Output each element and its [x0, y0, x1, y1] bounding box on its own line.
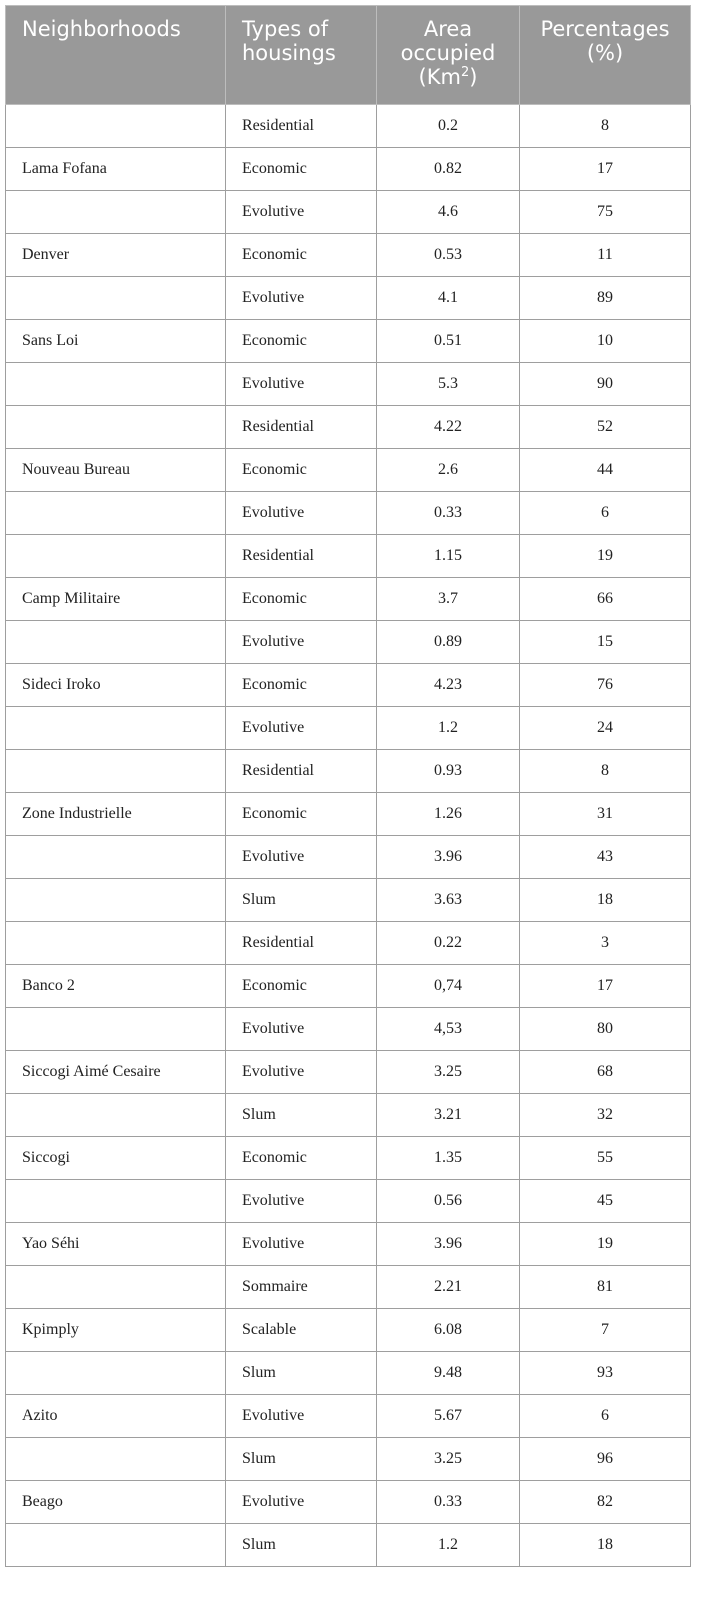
cell-neighborhood: Kpimply: [6, 1309, 226, 1352]
cell-area: 0.22: [377, 922, 520, 965]
cell-percentage: 10: [520, 320, 691, 363]
table-row: [6, 234, 691, 277]
cell-neighborhood: [6, 1094, 226, 1137]
cell-neighborhood: [6, 1008, 226, 1051]
cell-percentage: 75: [520, 191, 691, 234]
cell-neighborhood: Lama Fofana: [6, 148, 226, 191]
cell-neighborhood: [6, 707, 226, 750]
cell-type: Evolutive: [226, 277, 377, 320]
cell-type: Sommaire: [226, 1266, 377, 1309]
cell-type: Evolutive: [226, 1481, 377, 1524]
table-row: [6, 836, 691, 879]
cell-type: Evolutive: [226, 363, 377, 406]
cell-percentage: 81: [520, 1266, 691, 1309]
table-row: [6, 1094, 691, 1137]
cell-neighborhood: Siccogi: [6, 1137, 226, 1180]
cell-area: 0.51: [377, 320, 520, 363]
cell-neighborhood: Sideci Iroko: [6, 664, 226, 707]
cell-neighborhood: Denver: [6, 234, 226, 277]
cell-area: 0.89: [377, 621, 520, 664]
cell-neighborhood: [6, 535, 226, 578]
cell-percentage: 89: [520, 277, 691, 320]
cell-percentage: 31: [520, 793, 691, 836]
cell-percentage: 80: [520, 1008, 691, 1051]
cell-percentage: 6: [520, 492, 691, 535]
cell-percentage: 24: [520, 707, 691, 750]
table-row: [6, 191, 691, 234]
cell-percentage: 7: [520, 1309, 691, 1352]
table-row: [6, 750, 691, 793]
table-row: [6, 621, 691, 664]
table-row: [6, 707, 691, 750]
table-row: [6, 105, 691, 148]
cell-type: Slum: [226, 879, 377, 922]
header-area: [377, 6, 520, 105]
cell-percentage: 19: [520, 1223, 691, 1266]
header-area-unit: (Km: [418, 65, 461, 89]
cell-type: Economic: [226, 578, 377, 621]
cell-type: Evolutive: [226, 707, 377, 750]
cell-area: 3.63: [377, 879, 520, 922]
cell-neighborhood: [6, 750, 226, 793]
cell-neighborhood: Beago: [6, 1481, 226, 1524]
table-row: [6, 965, 691, 1008]
header-area-line1: Area: [423, 17, 473, 41]
table-row: [6, 492, 691, 535]
cell-type: Evolutive: [226, 1051, 377, 1094]
cell-neighborhood: [6, 836, 226, 879]
cell-percentage: 55: [520, 1137, 691, 1180]
table-row: [6, 664, 691, 707]
cell-area: 4.6: [377, 191, 520, 234]
cell-type: Residential: [226, 922, 377, 965]
cell-percentage: 76: [520, 664, 691, 707]
cell-area: 2.6: [377, 449, 520, 492]
cell-area: 0,74: [377, 965, 520, 1008]
cell-type: Residential: [226, 535, 377, 578]
cell-neighborhood: [6, 363, 226, 406]
header-area-superscript: 2: [460, 65, 470, 80]
cell-percentage: 8: [520, 750, 691, 793]
table-row: [6, 277, 691, 320]
cell-area: 5.67: [377, 1395, 520, 1438]
table-row: [6, 1051, 691, 1094]
cell-percentage: 44: [520, 449, 691, 492]
housing-table: [5, 5, 691, 1567]
table-wrapper: [5, 5, 690, 1567]
header-pct-line1: Percentages: [540, 17, 670, 41]
cell-area: 3.25: [377, 1051, 520, 1094]
table-row: [6, 793, 691, 836]
cell-neighborhood: [6, 1180, 226, 1223]
cell-area: 0.82: [377, 148, 520, 191]
table-row: [6, 1438, 691, 1481]
cell-neighborhood: [6, 1524, 226, 1567]
cell-type: Economic: [226, 148, 377, 191]
cell-percentage: 17: [520, 965, 691, 1008]
header-area-line2: occupied: [400, 41, 496, 65]
header-types-line1: Types of: [242, 17, 329, 41]
header-types-line2: housings: [242, 41, 336, 65]
cell-area: 2.21: [377, 1266, 520, 1309]
cell-type: Evolutive: [226, 191, 377, 234]
cell-area: 1.35: [377, 1137, 520, 1180]
cell-type: Evolutive: [226, 1008, 377, 1051]
cell-type: Economic: [226, 320, 377, 363]
table-row: [6, 1352, 691, 1395]
cell-neighborhood: [6, 879, 226, 922]
cell-neighborhood: [6, 105, 226, 148]
cell-area: 0.33: [377, 1481, 520, 1524]
cell-type: Economic: [226, 449, 377, 492]
table-row: [6, 320, 691, 363]
table-row: [6, 1008, 691, 1051]
cell-neighborhood: [6, 191, 226, 234]
table-row: [6, 879, 691, 922]
cell-type: Economic: [226, 1137, 377, 1180]
cell-type: Evolutive: [226, 621, 377, 664]
cell-type: Slum: [226, 1352, 377, 1395]
cell-area: 3.7: [377, 578, 520, 621]
cell-percentage: 43: [520, 836, 691, 879]
cell-percentage: 11: [520, 234, 691, 277]
cell-area: 3.96: [377, 836, 520, 879]
table-row: [6, 1309, 691, 1352]
cell-area: 3.96: [377, 1223, 520, 1266]
cell-type: Economic: [226, 234, 377, 277]
cell-type: Scalable: [226, 1309, 377, 1352]
table-row: [6, 1524, 691, 1567]
cell-percentage: 18: [520, 1524, 691, 1567]
cell-neighborhood: Zone Industrielle: [6, 793, 226, 836]
table-row: [6, 1223, 691, 1266]
cell-percentage: 96: [520, 1438, 691, 1481]
cell-neighborhood: Camp Militaire: [6, 578, 226, 621]
cell-neighborhood: Yao Séhi: [6, 1223, 226, 1266]
table-row: [6, 1137, 691, 1180]
cell-area: 0.56: [377, 1180, 520, 1223]
cell-percentage: 32: [520, 1094, 691, 1137]
header-percentages: [520, 6, 691, 105]
cell-neighborhood: Sans Loi: [6, 320, 226, 363]
cell-type: Slum: [226, 1094, 377, 1137]
table-row: [6, 449, 691, 492]
cell-percentage: 17: [520, 148, 691, 191]
table-row: [6, 1481, 691, 1524]
cell-percentage: 3: [520, 922, 691, 965]
header-area-close: ): [469, 65, 478, 89]
cell-percentage: 52: [520, 406, 691, 449]
cell-neighborhood: [6, 406, 226, 449]
cell-percentage: 90: [520, 363, 691, 406]
cell-neighborhood: [6, 492, 226, 535]
table-body: [6, 105, 691, 1567]
cell-percentage: 82: [520, 1481, 691, 1524]
cell-area: 0.53: [377, 234, 520, 277]
cell-area: 0.2: [377, 105, 520, 148]
cell-area: 4.23: [377, 664, 520, 707]
cell-percentage: 68: [520, 1051, 691, 1094]
cell-type: Economic: [226, 664, 377, 707]
cell-neighborhood: Nouveau Bureau: [6, 449, 226, 492]
cell-area: 9.48: [377, 1352, 520, 1395]
cell-neighborhood: Siccogi Aimé Cesaire: [6, 1051, 226, 1094]
cell-area: 1.2: [377, 707, 520, 750]
cell-area: 6.08: [377, 1309, 520, 1352]
cell-percentage: 8: [520, 105, 691, 148]
cell-type: Residential: [226, 406, 377, 449]
cell-type: Evolutive: [226, 1395, 377, 1438]
table-row: [6, 1395, 691, 1438]
table-row: [6, 922, 691, 965]
table-row: [6, 1180, 691, 1223]
header-row: [6, 6, 691, 105]
cell-percentage: 15: [520, 621, 691, 664]
cell-area: 0.33: [377, 492, 520, 535]
cell-type: Economic: [226, 965, 377, 1008]
cell-percentage: 45: [520, 1180, 691, 1223]
cell-area: 3.25: [377, 1438, 520, 1481]
cell-type: Evolutive: [226, 1180, 377, 1223]
cell-type: Evolutive: [226, 492, 377, 535]
cell-type: Slum: [226, 1524, 377, 1567]
cell-percentage: 18: [520, 879, 691, 922]
cell-type: Residential: [226, 105, 377, 148]
table-row: [6, 535, 691, 578]
table-row: [6, 363, 691, 406]
cell-percentage: 93: [520, 1352, 691, 1395]
table-row: [6, 578, 691, 621]
cell-neighborhood: [6, 621, 226, 664]
cell-area: 1.2: [377, 1524, 520, 1567]
cell-neighborhood: [6, 277, 226, 320]
cell-neighborhood: Azito: [6, 1395, 226, 1438]
cell-type: Evolutive: [226, 1223, 377, 1266]
cell-percentage: 6: [520, 1395, 691, 1438]
table-row: [6, 1266, 691, 1309]
header-types: [226, 6, 377, 105]
cell-type: Economic: [226, 793, 377, 836]
cell-area: 3.21: [377, 1094, 520, 1137]
cell-neighborhood: [6, 1352, 226, 1395]
header-pct-line2: (%): [586, 41, 624, 65]
cell-area: 4.1: [377, 277, 520, 320]
header-neighborhoods: [6, 6, 226, 105]
cell-type: Residential: [226, 750, 377, 793]
cell-percentage: 19: [520, 535, 691, 578]
header-neighborhoods-text: Neighborhoods: [22, 17, 181, 41]
table-row: [6, 148, 691, 191]
table-header: [6, 6, 691, 105]
cell-area: 5.3: [377, 363, 520, 406]
table-row: [6, 406, 691, 449]
cell-neighborhood: [6, 1266, 226, 1309]
cell-area: 4.22: [377, 406, 520, 449]
cell-area: 1.26: [377, 793, 520, 836]
cell-area: 4,53: [377, 1008, 520, 1051]
cell-neighborhood: [6, 1438, 226, 1481]
cell-neighborhood: Banco 2: [6, 965, 226, 1008]
cell-percentage: 66: [520, 578, 691, 621]
cell-type: Evolutive: [226, 836, 377, 879]
cell-neighborhood: [6, 922, 226, 965]
cell-area: 0.93: [377, 750, 520, 793]
cell-area: 1.15: [377, 535, 520, 578]
cell-type: Slum: [226, 1438, 377, 1481]
